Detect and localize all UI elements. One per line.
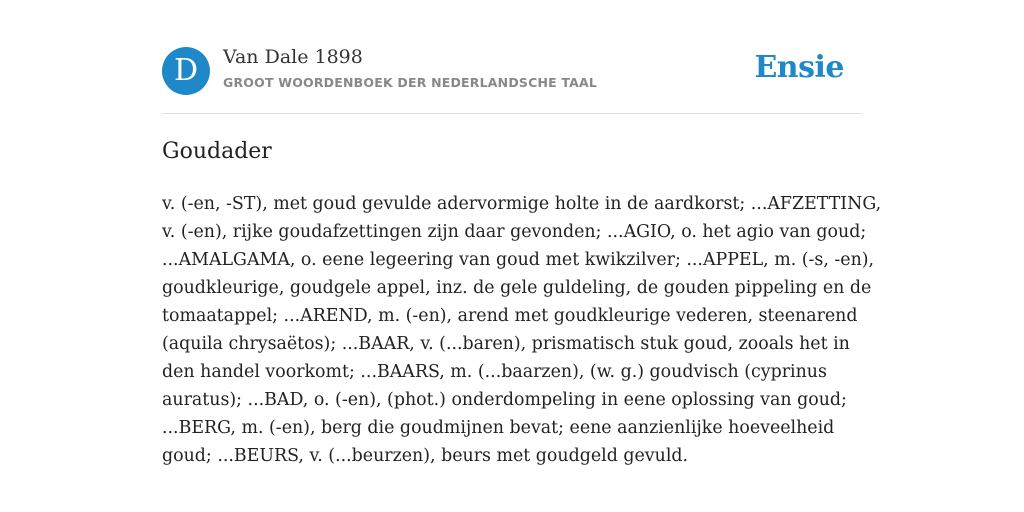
dictionary-subtitle: GROOT WOORDENBOEK DER NEDERLANDSCHE TAAL bbox=[223, 75, 598, 90]
definition-line: v. (-en), rijke goudafzettingen zijn daar gevonden; ...AGIO, o. het agio van goud; bbox=[162, 222, 867, 242]
dictionary-title[interactable]: Van Dale 1898 bbox=[223, 46, 363, 68]
definition-line: (aquila chrysaëtos); ...BAAR, v. (...baren), prismatisch stuk goud, zooals het in bbox=[162, 334, 850, 354]
definition-line: ...BERG, m. (-en), berg die goudmijnen bevat; eene aanzienlijke hoeveelheid bbox=[162, 418, 835, 438]
entry-headword: Goudader bbox=[162, 139, 272, 164]
entry-definition bbox=[162, 190, 882, 470]
dictionary-avatar[interactable]: D bbox=[162, 47, 210, 95]
definition-line: v. (-en, -ST), met goud gevulde adervormige holte in de aardkorst; ...AFZETTING, bbox=[162, 194, 882, 214]
ensie-logo[interactable]: Ensie bbox=[754, 50, 844, 85]
definition-line: tomaatappel; ...AREND, m. (-en), arend met goudkleurige vederen, steenarend bbox=[162, 306, 858, 326]
header-divider bbox=[162, 113, 862, 114]
definition-line: den handel voorkomt; ...BAARS, m. (...baarzen), (w. g.) goudvisch (cyprinus bbox=[162, 362, 827, 382]
definition-line: goud; ...BEURS, v. (...beurzen), beurs met goudgeld gevuld. bbox=[162, 446, 689, 466]
definition-line: goudkleurige, goudgele appel, inz. de gele guldeling, de gouden pippeling en de bbox=[162, 278, 872, 298]
dictionary-header bbox=[162, 46, 862, 96]
definition-line: ...AMALGAMA, o. eene legeering van goud met kwikzilver; ...APPEL, m. (-s, -en), bbox=[162, 250, 875, 270]
definition-line: auratus); ...BAD, o. (-en), (phot.) onderdompeling in eene oplossing van goud; bbox=[162, 390, 847, 410]
